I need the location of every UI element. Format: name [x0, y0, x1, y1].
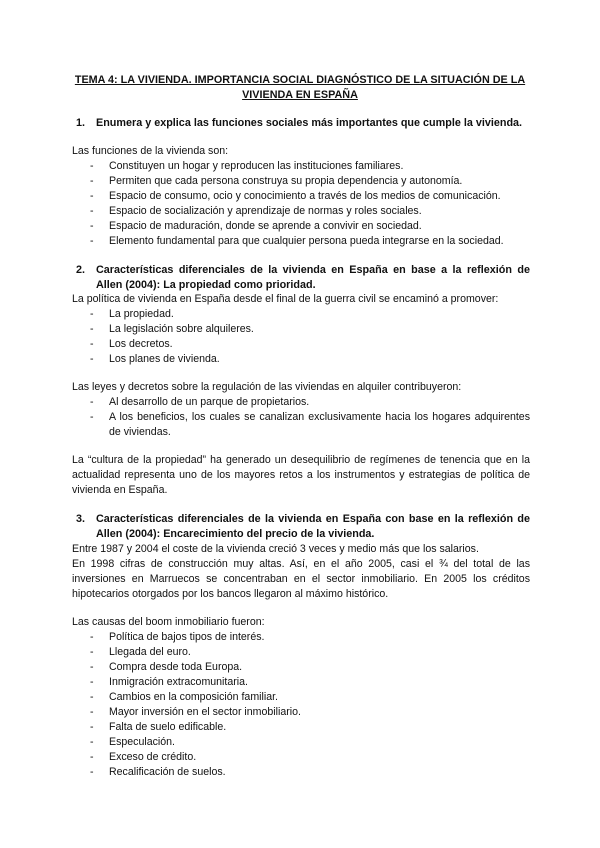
list-item: - Espacio de socialización y aprendizaje de normas y roles sociales. — [90, 205, 422, 217]
section-3-para2: En 1998 cifras de construcción muy altas. Así, en el año 2005, casi el ¾ del total de las inversiones en Marruecos se concentraban en el sector inmobiliario. En 2005 los créditos hipotecarios otorgados por los bancos llegaron al máximo histórico. — [72, 558, 530, 600]
section-3-para1: Entre 1987 y 2004 el coste de la vivienda creció 3 veces y medio más que los salarios. — [72, 543, 479, 555]
section-3-list — [72, 630, 530, 780]
list-item: - Exceso de crédito. — [90, 751, 197, 763]
section-2-intro: La política de vivienda en España desde el final de la guerra civil se encaminó a promover: — [72, 293, 499, 305]
section-2-heading-text: Características diferenciales de la vivienda en España en base a la reflexión de Allen (2004): La propiedad como prioridad. — [96, 264, 530, 291]
list-item: - Los planes de vivienda. — [90, 353, 220, 365]
page-title: TEMA 4: LA VIVIENDA. IMPORTANCIA SOCIAL DIAGNÓSTICO DE LA SITUACIÓN DE LA VIVIENDA EN ESPAÑA — [74, 74, 526, 101]
list-item: - La legislación sobre alquileres. — [90, 323, 254, 335]
list-item: - Al desarrollo de un parque de propietarios. — [90, 396, 310, 408]
list-item: - Cambios en la composición familiar. — [90, 691, 278, 703]
section-1-number: 1. — [76, 117, 86, 129]
list-item: - Espacio de consumo, ocio y conocimiento a través de los medios de comunicación. — [90, 190, 501, 202]
section-1-list — [72, 159, 530, 249]
list-item: - A los beneficios, los cuales se canalizan exclusivamente hacia los hogares adquirentes de viviendas. — [90, 411, 530, 438]
section-2-list2 — [72, 395, 530, 440]
list-item: - Permiten que cada persona construya su propia dependencia y autonomía. — [90, 175, 463, 187]
list-item: - Mayor inversión en el sector inmobiliario. — [90, 706, 301, 718]
list-item: - Constituyen un hogar y reproducen las instituciones familiares. — [90, 160, 404, 172]
list-item: - Especulación. — [90, 736, 175, 748]
section-3-number: 3. — [76, 513, 86, 525]
list-item: - Política de bajos tipos de interés. — [90, 631, 265, 643]
list-item: - Llegada del euro. — [90, 646, 191, 658]
section-1-heading — [76, 116, 530, 131]
section-1-intro: Las funciones de la vivienda son: — [72, 145, 229, 157]
section-2-number: 2. — [76, 264, 86, 276]
list-item: - Inmigración extracomunitaria. — [90, 676, 248, 688]
list-item: - Elemento fundamental para que cualquier persona pueda integrarse en la sociedad. — [90, 235, 504, 247]
list-item: - Recalificación de suelos. — [90, 766, 226, 778]
list-item: - Los decretos. — [90, 338, 173, 350]
section-2-list — [72, 307, 530, 367]
section-2-heading — [76, 263, 530, 292]
section-2-closing: La “cultura de la propiedad” ha generado un desequilibrio de regímenes de tenencia que en la actualidad representa uno de los mayores retos a los instrumentos y estrategias de política de vivienda en España. — [72, 454, 530, 496]
list-item: - Compra desde toda Europa. — [90, 661, 243, 673]
list-item: - Falta de suelo edificable. — [90, 721, 227, 733]
section-3-heading — [76, 512, 530, 541]
section-1-heading-text: Enumera y explica las funciones sociales más importantes que cumple la vivienda. — [96, 117, 523, 129]
section-3-heading-text: Características diferenciales de la vivienda en España con base en la reflexión de Allen (2004): Encarecimiento del precio de la vivienda. — [96, 513, 530, 540]
section-2-intro2: Las leyes y decretos sobre la regulación de las viviendas en alquiler contribuyeron: — [72, 381, 462, 393]
list-item: - La propiedad. — [90, 308, 174, 320]
list-item: - Espacio de maduración, donde se aprende a convivir en sociedad. — [90, 220, 422, 232]
section-3-intro: Las causas del boom inmobiliario fueron: — [72, 616, 265, 628]
